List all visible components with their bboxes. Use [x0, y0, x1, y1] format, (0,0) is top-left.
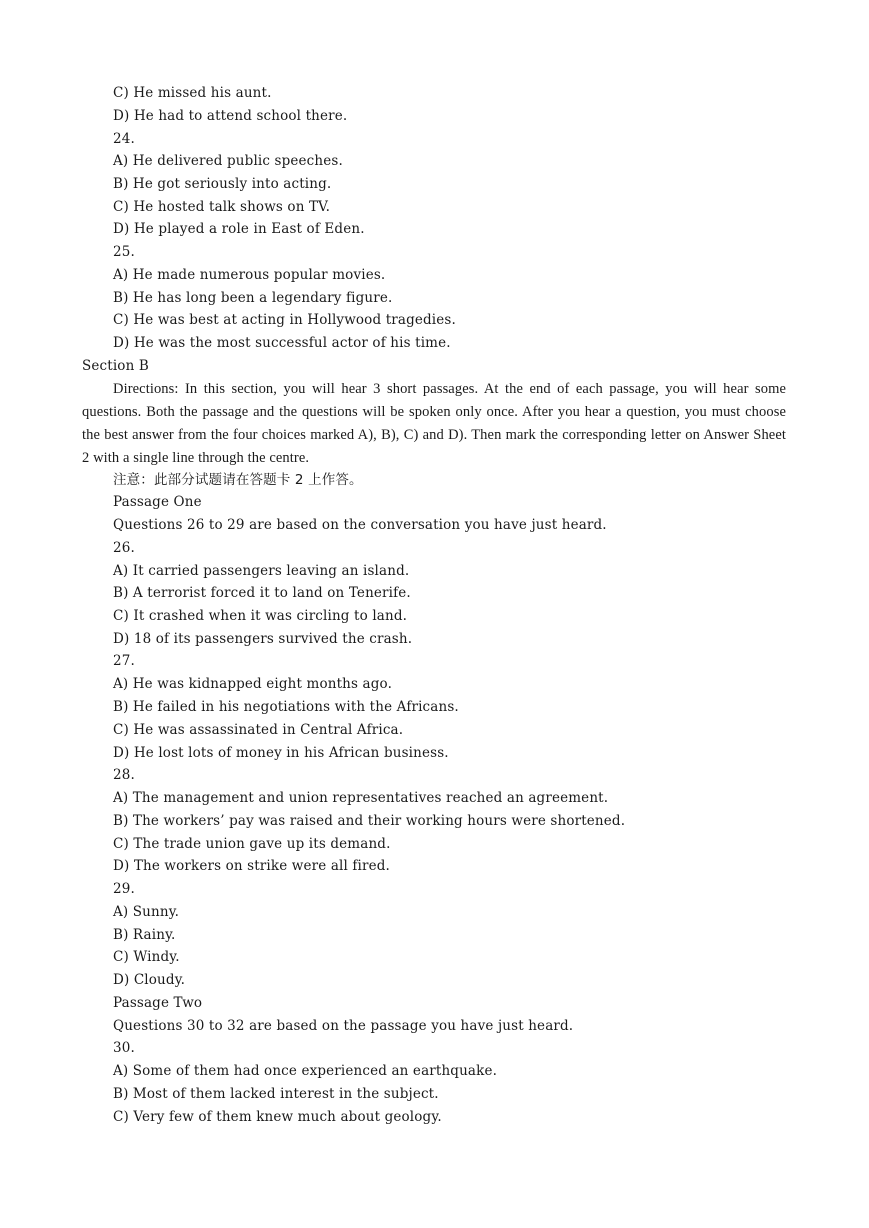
option-24-d: D) He played a role in East of Eden.: [113, 221, 365, 237]
question-number-26: 26.: [113, 540, 135, 556]
option-28-c: C) The trade union gave up its demand.: [113, 836, 391, 852]
option-27-d: D) He lost lots of money in his African business.: [113, 745, 449, 761]
option-25-a: A) He made numerous popular movies.: [113, 267, 386, 283]
option-30-b: B) Most of them lacked interest in the subject.: [113, 1086, 439, 1102]
option-23-c: C) He missed his aunt.: [113, 85, 272, 101]
option-29-d: D) Cloudy.: [113, 972, 186, 988]
option-24-c: C) He hosted talk shows on TV.: [113, 199, 331, 215]
section-directions: Directions: In this section, you will hear 3 short passages. At the end of each passage, you will hear some questions. Both the passage and the questions will be spoken only once. After you hear a question, you must choose the best answer from the four choices marked A), B), C) and D). Then mark the corresponding letter on Answer Sheet 2 with a single line through the centre.: [82, 381, 786, 466]
question-number-25: 25.: [113, 244, 135, 260]
option-26-b: B) A terrorist forced it to land on Tenerife.: [113, 585, 411, 601]
question-number-24: 24.: [113, 131, 135, 147]
option-23-d: D) He had to attend school there.: [113, 108, 348, 124]
question-number-28: 28.: [113, 767, 135, 783]
option-25-d: D) He was the most successful actor of his time.: [113, 335, 451, 351]
option-29-c: C) Windy.: [113, 949, 180, 965]
option-24-b: B) He got seriously into acting.: [113, 176, 332, 192]
option-27-c: C) He was assassinated in Central Africa.: [113, 722, 404, 738]
option-26-a: A) It carried passengers leaving an island.: [113, 563, 410, 579]
option-28-b: B) The workers’ pay was raised and their working hours were shortened.: [113, 813, 626, 829]
option-29-b: B) Rainy.: [113, 927, 176, 943]
question-number-29: 29.: [113, 881, 135, 897]
option-28-a: A) The management and union representatives reached an agreement.: [113, 790, 609, 806]
section-heading: Section B: [82, 358, 149, 374]
option-29-a: A) Sunny.: [113, 904, 180, 920]
option-28-d: D) The workers on strike were all fired.: [113, 858, 390, 874]
option-25-c: C) He was best at acting in Hollywood tragedies.: [113, 312, 456, 328]
option-30-a: A) Some of them had once experienced an earthquake.: [113, 1063, 498, 1079]
question-number-27: 27.: [113, 653, 135, 669]
option-26-c: C) It crashed when it was circling to land.: [113, 608, 408, 624]
note-chinese: 注意：此部分试题请在答题卡 2 上作答。: [113, 472, 363, 488]
questions-intro: Questions 30 to 32 are based on the passage you have just heard.: [113, 1018, 574, 1034]
option-27-a: A) He was kidnapped eight months ago.: [113, 676, 393, 692]
question-number-30: 30.: [113, 1040, 135, 1056]
option-27-b: B) He failed in his negotiations with the Africans.: [113, 699, 459, 715]
questions-intro: Questions 26 to 29 are based on the conversation you have just heard.: [113, 517, 607, 533]
option-25-b: B) He has long been a legendary figure.: [113, 290, 393, 306]
option-26-d: D) 18 of its passengers survived the crash.: [113, 631, 413, 647]
passage-heading: Passage One: [113, 494, 202, 510]
passage-heading: Passage Two: [113, 995, 203, 1011]
option-24-a: A) He delivered public speeches.: [113, 153, 343, 169]
option-30-c: C) Very few of them knew much about geology.: [113, 1109, 442, 1125]
